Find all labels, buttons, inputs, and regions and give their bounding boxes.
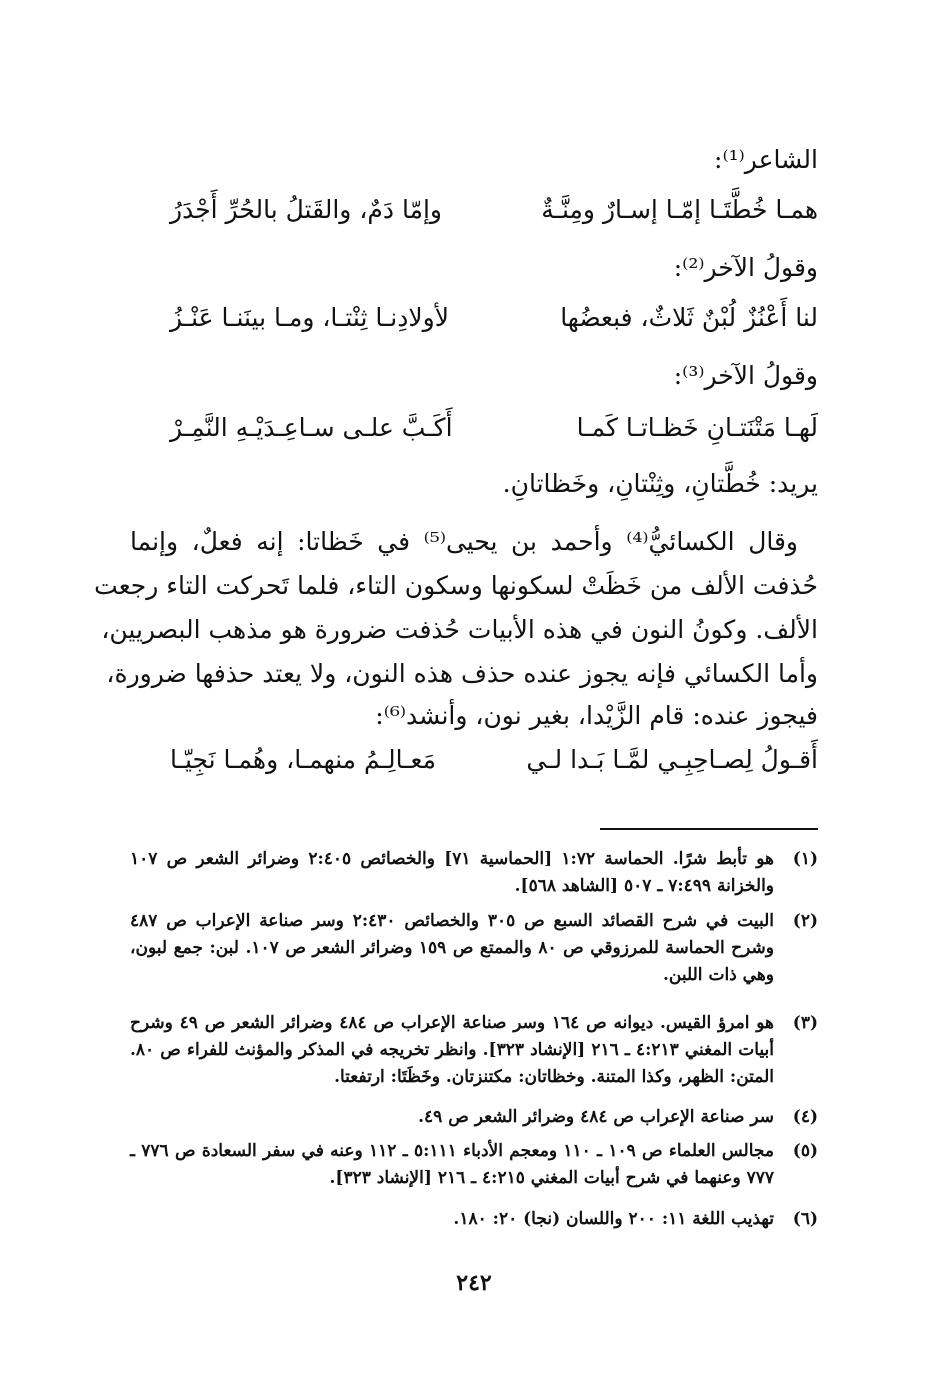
footnote-4 (130, 1104, 818, 1131)
footnote-2-text: البيت في شرح القصائد السبع ص ٣٠٥ والخصائص ٢:٤٣٠ وسر صناعة الإعراب ص ٤٨٧ وشرح الحماسة للمرزوقي ص ٨٠ والممتع ص ١٥٩ وضرائر الشعر ص ١٠٧. لبن: جمع لبون، وهي ذات اللبن. (130, 911, 775, 985)
footnote-3 (130, 1010, 818, 1091)
page-number: ٢٤٢ (456, 1270, 492, 1296)
intro-line-other-3: وقولُ الآخر⁽³⁾: (673, 361, 818, 390)
verse-2-second-hemistich: لأولادِنـا ثِنْتـا، ومـا بينَنـا عَنْـزُ (170, 303, 449, 332)
footnote-1-text: هو تأبط شرًا. الحماسة ١:٧٢ [الحماسية ٧١] والخصائص ٢:٤٠٥ وضرائر الشعر ص ١٠٧ والخزانة ٧:٤٩٩ ـ ٥٠٧ [الشاهد ٥٦٨]. (130, 849, 774, 896)
footnote-1 (130, 846, 818, 900)
verse-2 (170, 298, 818, 338)
footnote-3-text: هو امرؤ القيس. ديوانه ص ١٦٤ وسر صناعة الإعراب ص ٤٨٤ وضرائر الشعر ص ٤٩ وشرح أبيات المغني ٤:٢١٣ ـ ٢١٦ [الإنشاد ٣٢٣]. وانظر تخريجه في المذكر والمؤنث للفراء ص ٨٠. المتن: الظهر، وكذا المتنة. وخظاتان: مكتنزتان. وخَظَتَا: ارتفعتا. (130, 1013, 774, 1087)
verse-1 (170, 190, 818, 230)
verse-4 (170, 740, 818, 780)
verse-1-first-hemistich: همـا خُطَّتَـا إمّـا إسـارٌ ومِنَّـةٌ (541, 195, 818, 224)
footnote-2-number: (٢) (792, 911, 818, 931)
verse-4-second-hemistich: مَعـالِـمُ منهمـا، وهُمـا نَجِيّـا (170, 745, 436, 774)
footnote-5 (130, 1138, 818, 1192)
footnote-6-text: تهذيب اللغة ١١: ٢٠٠ واللسان (نجا) ٢٠: ١٨٠. (453, 1209, 774, 1229)
footnote-6-number: (٦) (792, 1209, 818, 1229)
verse-2-first-hemistich: لنا أَعْنُزٌ لُبْنٌ ثَلاثٌ، فبعضُها (560, 303, 818, 332)
paragraph-line-3: الألف. وكونُ النون في هذه الأبيات حُذفت ضرورة هو مذهب البصريين، (101, 615, 818, 644)
intro-line-other-2: وقولُ الآخر⁽²⁾: (673, 253, 818, 282)
intro-line-poet: الشاعر⁽¹⁾: (714, 145, 818, 174)
verse-3-first-hemistich: لَهـا مَتْنَتـانِ خَظـاتـا كَمـا (576, 413, 818, 442)
footnote-5-text: مجالس العلماء ص ١٠٩ ـ ١١٠ ومعجم الأدباء ٥:١١١ ـ ١١٢ وعنه في سفر السعادة ص ٧٧٦ ـ ٧٧٧ وعنهما في شرح أبيات المغني ٤:٢١٥ ـ ٢١٦ [الإنشاد ٣٢٣]. (130, 1141, 774, 1188)
footnote-4-number: (٤) (792, 1107, 818, 1127)
footnote-5-number: (٥) (792, 1141, 818, 1161)
verse-1-second-hemistich: وإمّا دَمٌ، والقَتلُ بالحُرِّ أَجْدَرُ (170, 195, 442, 224)
paragraph-line-2: حُذفت الألف من خَظَتْ لسكونها وسكون التاء، فلما تَحركت التاء رجعت (94, 571, 818, 600)
verse-3-second-hemistich: أَكَـبَّ علـى سـاعِـدَيْـهِ النَّمِـرْ (170, 413, 453, 442)
footnote-separator (600, 828, 818, 830)
footnote-2 (130, 908, 818, 989)
paragraph-line-5: فيجوز عنده: قام الزَّيْدا، بغير نون، وأنشد⁽⁶⁾: (375, 701, 818, 730)
paragraph-line-1: وقال الكسائيُّ⁽⁴⁾ وأحمد بن يحيى⁽⁵⁾ في خَظاتا: إنه فعلٌ، وإنما (130, 527, 798, 556)
verse-4-first-hemistich: أَقـولُ لِصـاحِبِـي لمَّـا بَـدا لـي (526, 745, 818, 774)
explanation-line: يريد: خُطَّتانِ، وثِنْتانِ، وخَظاتانِ. (502, 469, 818, 498)
verse-3 (170, 408, 818, 448)
footnote-6 (130, 1206, 818, 1233)
footnote-4-text: سر صناعة الإعراب ص ٤٨٤ وضرائر الشعر ص ٤٩. (418, 1107, 774, 1127)
footnote-3-number: (٣) (792, 1013, 818, 1033)
footnote-1-number: (١) (792, 849, 818, 869)
paragraph-line-4: وأما الكسائي فإنه يجوز عنده حذف هذه النون، ولا يعتد حذفها ضرورة، (106, 659, 818, 688)
